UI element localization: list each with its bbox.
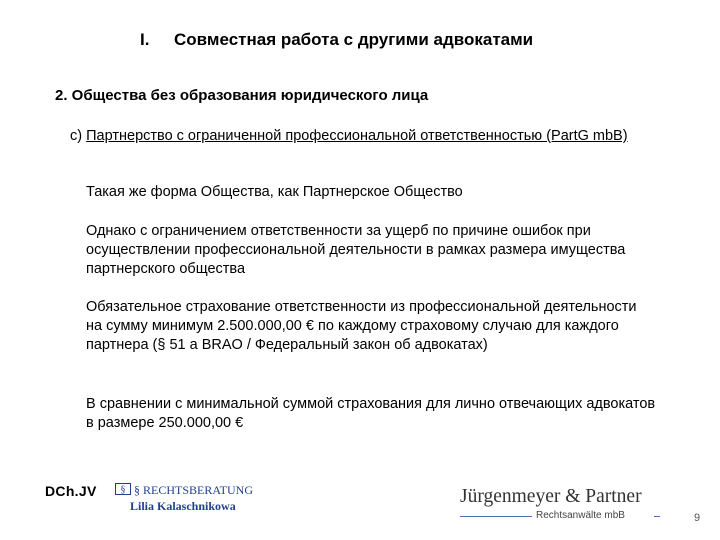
logo-mid-line1: § RECHTSBERATUNG [134, 483, 254, 497]
svg-text:§: § [120, 485, 126, 495]
logo-divider [460, 516, 532, 517]
seal-icon [115, 483, 131, 495]
subsection-marker: c) [70, 128, 83, 144]
heading-title: Совместная работа с другими адвокатами [174, 30, 534, 49]
juergenmeyer-logo [460, 486, 660, 524]
slide-heading [140, 30, 533, 50]
logo-right-sub: Rechtsanwälte mbB [536, 510, 625, 521]
logo-divider [654, 516, 660, 517]
dchjv-logo: DCh.JV [45, 483, 97, 499]
logo-mid-line2: Lilia Kalaschnikowa [130, 499, 236, 513]
paragraph: Такая же форма Общества, как Партнерское Общество [86, 184, 463, 200]
logo-right-name: Jürgenmeyer & Partner [460, 486, 642, 507]
subsection-title: Партнерство с ограниченной профессиональной ответственностью (PartG mbB) [86, 128, 628, 144]
page-number: 9 [694, 512, 701, 524]
subsection [70, 127, 630, 146]
subheading: 2. Общества без образования юридического лица [55, 87, 429, 104]
rechtsberatung-logo [115, 483, 253, 514]
heading-number: I. [140, 30, 150, 49]
paragraph: Обязательное страхование ответственности из профессиональной деятельности на сумму минимум 2.500.000,00 € по каждому страховому случаю для каждого партнера (§ 51 a BRAO / Федеральный закон об адвокатах) [86, 299, 637, 353]
paragraph: Однако с ограничением ответственности за ущерб по причине ошибок при осуществлении профессиональной деятельности в рамках размера имущества партнерского общества [86, 223, 626, 277]
paragraph: В сравнении с минимальной суммой страхования для лично отвечающих адвокатов в размере 250.000,00 € [86, 396, 656, 431]
